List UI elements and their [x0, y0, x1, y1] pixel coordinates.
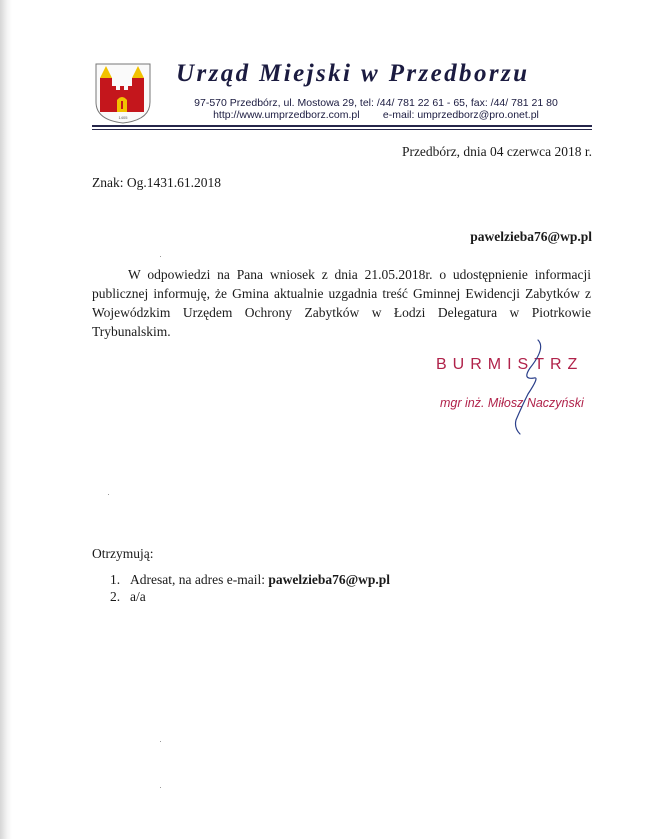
recipient-email: pawelzieba76@wp.pl — [470, 229, 592, 244]
handwritten-signature — [500, 338, 560, 438]
letter-body-text: W odpowiedzi na Pana wniosek z dnia 21.05.2018r. o udostępnienie informacji publicznej informuję, że Gmina aktualnie uzgadnia treść Gminnej Ewidencji Zabytków z Wojewódzkim Urzędem Ochrony Zabytków w Łodzi Delegatura w Piotrkowie Trybunalskim. — [92, 267, 591, 339]
svg-text:1405: 1405 — [118, 115, 128, 120]
list-item-text: a/a — [130, 589, 146, 604]
place-date: Przedbórz, dnia 04 czerwca 2018 r. — [401, 144, 592, 159]
letterhead-rule-thick — [92, 125, 592, 127]
receivers-label: Otrzymują: — [92, 546, 154, 561]
letter-body — [92, 265, 591, 341]
list-item-text: Adresat, na adres e-mail: — [130, 572, 269, 587]
list-item-email: pawelzieba76@wp.pl — [268, 572, 391, 587]
office-name: Urząd Miejski w Przedborzu — [176, 60, 530, 87]
scan-page-edge — [0, 0, 12, 839]
list-item — [110, 588, 390, 605]
office-address: 97-570 Przedbórz, ul. Mostowa 29, tel: /44/ 781 22 61 - 65, fax: /44/ 781 21 80 — [194, 97, 558, 109]
scan-speck — [160, 787, 161, 788]
list-item-number: 2. — [110, 589, 121, 604]
scan-speck — [160, 256, 161, 257]
scan-speck — [108, 494, 109, 495]
list-item-number: 1. — [110, 572, 121, 587]
office-web-email: http://www.umprzedborz.com.pl e-mail: umprzedborz@pro.onet.pl — [213, 109, 539, 121]
reference-number: Znak: Og.1431.61.2018 — [92, 175, 221, 190]
list-item — [110, 571, 390, 588]
mayor-stamp-name: mgr inż. Miłosz Naczyński — [440, 396, 584, 410]
scan-speck — [160, 741, 161, 742]
mayor-stamp-title: BURMISTRZ — [436, 356, 584, 373]
receivers-list — [110, 571, 390, 605]
letterhead-rule-thin — [92, 129, 592, 130]
town-crest-logo — [94, 62, 152, 124]
